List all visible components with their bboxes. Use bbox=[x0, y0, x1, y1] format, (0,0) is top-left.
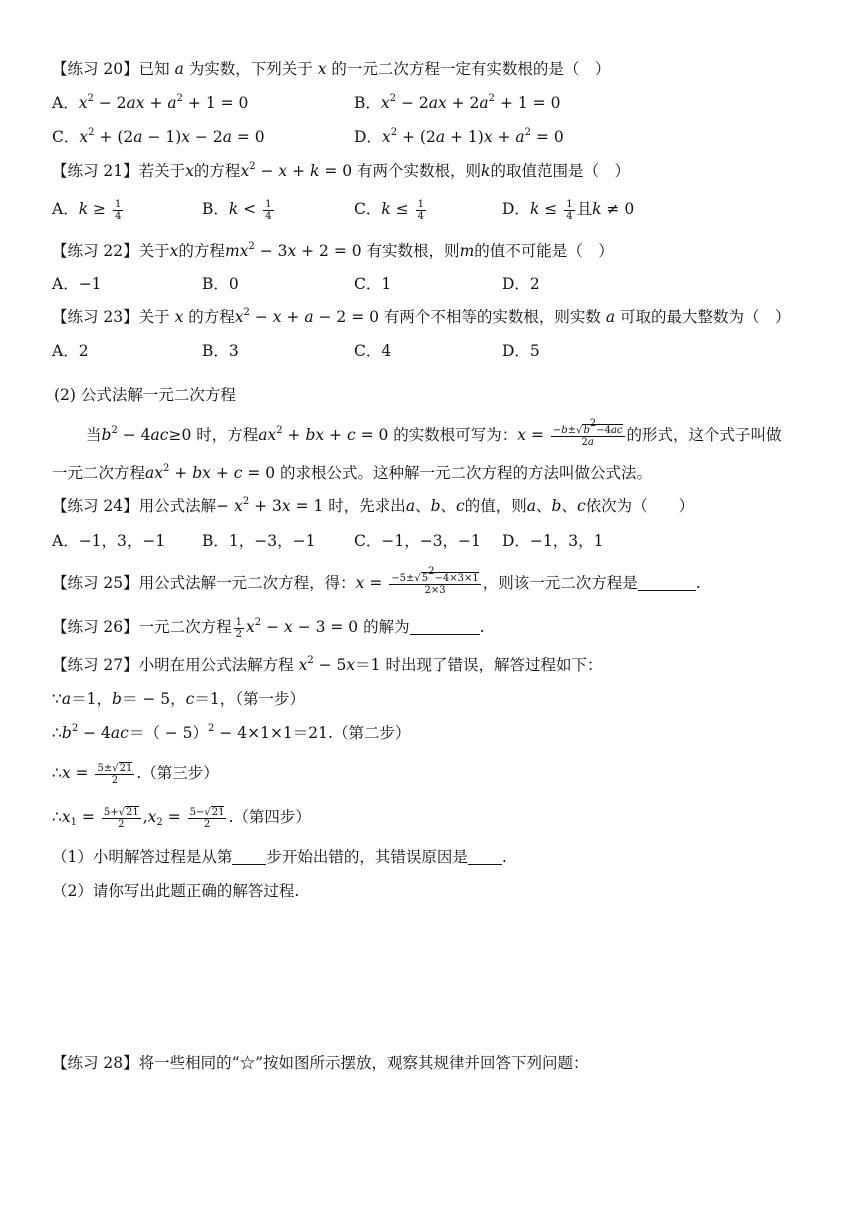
answer-blank bbox=[410, 618, 480, 635]
exercise-25-formula: $\frac{-5\pm√5^2-4\times 3\times 1}{2\times 3}$ bbox=[391, 566, 479, 596]
exercise-label: 【练习 28】 bbox=[52, 1054, 139, 1072]
exercise-27-question-1: （1）小明解答过程是从第 步开始出错的，其错误原因是 . bbox=[52, 848, 507, 866]
answer-blank bbox=[232, 848, 266, 865]
exercise-21-option-a: A．k ≥ $\frac{1}{4}$ bbox=[52, 198, 122, 222]
exercise-27-stem: 【练习 27】小明在用公式法解方程 $x^2 - 5x=1$ 时出现了错误，解答过程如下： bbox=[52, 655, 603, 674]
exercise-label: 【练习 24】 bbox=[52, 497, 139, 515]
exercise-label: 【练习 26】 bbox=[52, 618, 139, 636]
exercise-22-stem: 【练习 22】关于x的方程$mx^2 - 3x + 2 = 0$ 有实数根，则m的值不可能是（ ） bbox=[52, 241, 614, 260]
exercise-22-option-c: C．1 bbox=[354, 275, 392, 293]
exercise-22-option-d: D．2 bbox=[502, 275, 540, 293]
exercise-label: 【练习 20】 bbox=[52, 60, 139, 78]
exercise-20-option-b: B．$x^2 - 2ax + 2a^2 + 1 = 0$ bbox=[354, 93, 561, 112]
exercise-22-option-a: A．−1 bbox=[52, 275, 102, 293]
exercise-label: 【练习 25】 bbox=[52, 574, 139, 592]
exercise-23-option-a: A．2 bbox=[52, 342, 89, 360]
exercise-27-step-1: ∵a＝1，b＝ − 5，c＝1，（第一步） bbox=[52, 690, 305, 708]
exercise-20-stem: 【练习 20】已知 a 为实数，下列关于 x 的一元二次方程一定有实数根的是（ ） bbox=[52, 60, 611, 78]
exercise-25-stem: 【练习 25】用公式法解一元二次方程，得：x = $\frac{-5\pm√5^2-4\times 3\times 1}{2\times 3}$ ，则该一元二次方程是 . bbox=[52, 566, 701, 596]
exercise-label: 【练习 22】 bbox=[52, 242, 139, 260]
exercise-21-option-d: D．k ≤ $\frac{1}{4}$ 且k ≠ 0 bbox=[502, 198, 635, 222]
exercise-24-option-a: A．−1，3，−1 bbox=[52, 532, 166, 550]
quadratic-formula: $\frac{-b\pm√b^2-4ac}{2a}$ bbox=[552, 418, 623, 448]
answer-blank bbox=[468, 848, 502, 865]
exercise-23-option-b: B．3 bbox=[202, 342, 239, 360]
exercise-23-option-d: D．5 bbox=[502, 342, 540, 360]
exercise-23-stem: 【练习 23】关于 x 的方程$x^2 - x + a - 2 = 0$ 有两个不相等的实数根，则实数 a 可取的最大整数为（ ） bbox=[52, 307, 791, 326]
exercise-21-option-b: B．k < $\frac{1}{4}$ bbox=[202, 198, 272, 222]
exercise-24-option-d: D．−1，3，1 bbox=[502, 532, 604, 550]
section-paragraph-line-1: 当$b^2 - 4ac\ge 0$ 时，方程$ax^2$ + bx + c = 0 的实数根可写为：x = $\frac{-b\pm√b^2-4ac}{2a}$ 的形式，这个式子叫做 bbox=[86, 418, 782, 448]
answer-blank bbox=[638, 574, 696, 591]
exercise-20-option-a: A．$x^2 - 2ax + a^2 + 1 = 0$ bbox=[52, 93, 249, 112]
exercise-28-stem: 【练习 28】将一些相同的“☆”按如图所示摆放，观察其规律并回答下列问题： bbox=[52, 1054, 589, 1072]
exercise-27-step-3: ∴x = $\frac{5\pm√21}{2}$ .（第三步） bbox=[52, 762, 219, 786]
exercise-20-option-d: D．$x^2 + (2a + 1)x + a^2 = 0$ bbox=[354, 127, 564, 146]
exercise-24-option-c: C．−1，−3，−1 bbox=[354, 532, 481, 550]
exercise-27-step-4: $\therefore x_1$ = $\frac{5+√21}{2}$ $,x_2$ = $\frac{5-√21}{2}$ .（第四步） bbox=[52, 806, 311, 830]
exercise-26-stem: 【练习 26】一元二次方程 $\frac{1}{2}$ $x^2 - x - 3 = 0$ 的解为 . bbox=[52, 616, 485, 640]
exercise-21-option-c: C．k ≤ $\frac{1}{4}$ bbox=[354, 198, 424, 222]
exercise-22-option-b: B．0 bbox=[202, 275, 239, 293]
section-heading: (2) 公式法解一元二次方程 bbox=[54, 386, 236, 404]
exercise-27-step-2: $\therefore b^2 - 4ac=( - 5)^2 - 4\times 1\times 1=21$.（第二步） bbox=[52, 723, 411, 742]
section-paragraph-line-2: 一元二次方程$ax^2$ + bx + c = 0 的求根公式。这种解一元二次方程的方法叫做公式法。 bbox=[52, 463, 653, 482]
exercise-label: 【练习 23】 bbox=[52, 308, 139, 326]
exercise-24-option-b: B．1，−3，−1 bbox=[202, 532, 316, 550]
exercise-label: 【练习 27】 bbox=[52, 656, 139, 674]
exercise-27-question-2: （2）请你写出此题正确的解答过程. bbox=[52, 882, 300, 900]
exercise-20-option-c: C．$x^2 + (2a - 1)x - 2a = 0$ bbox=[52, 127, 265, 146]
exercise-24-stem: 【练习 24】用公式法解− $x^2 + 3x = 1$ 时，先求出a、b、c的值，则a、b、c依次为（ ） bbox=[52, 496, 695, 515]
exercise-23-option-c: C．4 bbox=[354, 342, 392, 360]
exercise-label: 【练习 21】 bbox=[52, 162, 139, 180]
exercise-21-stem: 【练习 21】若关于x的方程$x^2 - x + k = 0$ 有两个实数根，则k的取值范围是（ ） bbox=[52, 161, 630, 180]
